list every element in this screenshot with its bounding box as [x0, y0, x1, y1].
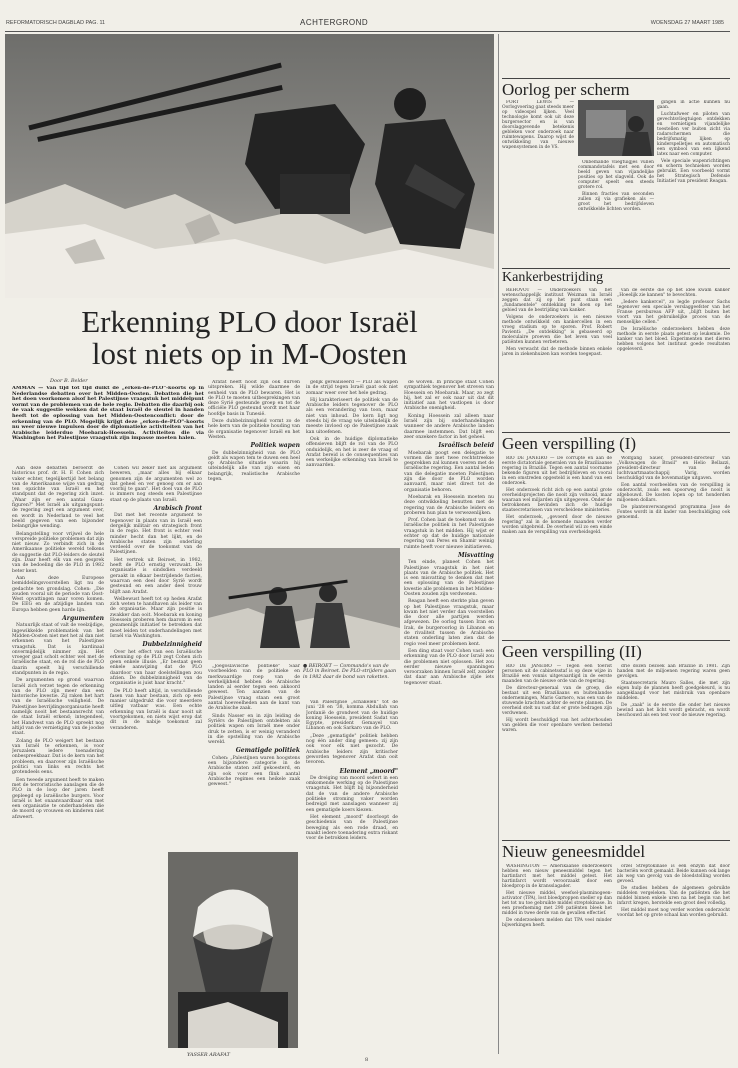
arafat-portrait-illustration	[168, 852, 298, 1048]
subheading-politiek-wapen: Politiek wapen	[250, 442, 300, 450]
article-lead: AMMAN — Van tijd tot tijd duikt de „erken-de-PLO"-koorts op in Nederlandse debatten over het Midden-Oosten. Debatten die het het doen voorkomen alsof het Palestijnse vraagstuk het middelpunt vormt van de problemen van de hele regio. Debatten die daarbij ook de vaak suggestie wekken dat de staat Israël de sleutel in handen heeft tot de oplossing van het Midden-Oostenconflict: door de erkenning van de PLO. Mogelijk krijgt deze „erken-de-PLO"-koorts nu weer nieuwe impulsen door de diplomatieke activiteiten van het Arabische leiderduo Moebarak-Hoessein. Activiteiten die via Washington het Palestijnse vraagstuk zijn impasse moeten halen.	[12, 386, 204, 442]
article-column-5: de wolven. In principe staat Cohen sympathiek tegenover het streven van Hoessein en Moebarak. Maar, zo zegt hij, het zal er ook naar uit dat dit initiatief aan het vastlopen is door Arabische onenigheid. Koning Hoessein zal alleen naar Israël zijn bij onderhandelingen wanneer de andere Arabische landen daarmee instemmen. Dat blijft een zeer onzekere factor in het geheel. Israëlisch beleid Moebarak poogt een delegatie te vormen die met twee rechtstreekse gesprekken zal kunnen voeren met de Israëlische regering. Een aantal leden van die delegatie moeten Palestijnen zijn die door de PLO worden aanvaard, maar niet direct tot de organisatie behoren. Moebarak en Hoessein moeten nu deze ontwikkeling benutten met de regering van de Arabische leiders en proberen hun plan te verwezenlijken. Prof. Cohen laat de toekomst van de Israëlische politiek in het Palestijnse vraagstuk in het midden. Hij wijst er echter op dat de huidige nationale regering van Peres en Shamir weinig ruimte heeft voor nieuwe initiatieven. Misvatting Ten einde, planeet Cohen het Palestijnse vraagstuk in het niet plaats van de Arabische politiek. Het is een misvatting te denken dat met een oplossing van de Palestijnse kwestie alle problemen in het Midden-Oosten zouden zijn verdwenen. Reagan heeft een sterkte plan geven op het Palestijnse vraagstuk, maar kwam het niet verder dan voorstellen die door alle partijen werden afgewezen. De oorlog tussen Iran en Irak, de burgeroorlog in Libanon en de rivaliteit tussen de Arabische staten onderling laten zien dat de regio veel meer problemen kent. Een ding staat voor Cohen vast: een erkenning van de PLO door Israël zou die problemen niet oplossen. Het zou eerder nieuwe spanningen veroorzaken binnen Israël zelf, zonder dat daar aan Arabische zijde iets tegenover staat.	[404, 380, 494, 686]
page-header	[0, 18, 738, 30]
header-left: REFORMATORISCH DAGBLAD PAG. 11	[6, 20, 106, 26]
main-headline	[5, 306, 494, 370]
kanker-column-1: REHOVOT — Onderzoekers van het wetenschappelijk instituut Weizman in Israël zeggen dat zij op het punt staan een „fundamentele" ontdekking te doen op het gebied van de bestrijding van kanker. Volgens de onderzoekers is een nieuwe methode ontwikkeld om kankercellen in een vroeg stadium op te sporen. Prof. Robert Pavienti: „De ontdekking" is gebaseerd op moleculaire proeven die het leven van veel patiënten kunnen verbeteren. Men verwacht dat de methode binnen enkele jaren in ziekenhuizen kan worden toegepast.	[502, 288, 612, 357]
sidebar-title-oorlog: Oorlog per scherm	[502, 80, 630, 99]
sidebar-rule-2	[502, 268, 730, 269]
kanker-lead: REHOVOT — Onderzoekers van het wetenschappelijk instituut Weizman in Israël zeggen dat zij op het punt staan een „fundamentele" ontdekking te doen op het gebied van de bestrijding van kanker.	[502, 288, 612, 313]
article-column-1: Aan deze debatten beroerdt de historicus prof. dr. H. F. Cohen zich vaker echter, tegelijkertijd het belang van de Amerikaanse wijze van gedrag ten opzichte van Israël en het standpunt dat de regering zich inzet. „Waar zijn er een aantal Gaza-figuren?" Met Israël als uitgangspunt: de regering zegt een argument over, en wordt in Nederland te veel het beeld gegeven van een bijzonder belangrijke wending. Belangstelling voor vrijwel de hele verspreide politieke problemen dat zijn niet nieuw. Zo verbindt zich in de Amerikaanse politieke wereld telkens de suggestie dat PLO-leiders de sleutel zijn. Daar heeft elk van een gesprek van de bedoeling die de PLO in 1982 beter kent. Aan deze Europese bemiddelingsvoorstellen ligt nu de gedachte ten grondslag. Cohen: „Die zouden vooral uit de periode van Oost-West opvattingen naar voren komen. De EEG en de afzijdige landen van Europa hebben geen harde lijn. Argumenten Natuurlijk staat of valt de veelzijdige, ingewikkelde problematiek van het Midden-Oosten niet met het al dan niet erkennen van het Palestijnse vraagstuk. Dat is kardinaal onvermijdelijk nimmer zijn. Het vroeger gaat scholt echter wel met de Israëlische staat, en de rol die de PLO daarin speelt bij verschillende standpunten in de regio. De argumenten op grond waarvan Israël zich verzet tegen de erkenning van de PLO zijn meer dan een historische kwestie. Zij raken het hart van de Israëlische veiligheid. De Palestijnse bevrijdingsorganisatie heeft namelijk nooit het bestaansrecht van de staat Israël erkend; integendeel, het Handvest van de PLO spreekt nog altijd van de vernietiging van de joodse staat. Zolang de PLO weigert het bestaan van Israël te erkennen, is voor Jeruzalem iedere toenadering onbespreekbaar. Dat is de kern van het probleem, en daarover zijn Israëlische politici van links en rechts het grotendeels eens. Een tweede argument heeft te maken met de terroristische aanslagen die de PLO in de loop der jaren heeft gepleegd op Israëlische burgers. Voor Israël is het onaanvaardbaar om met een organisatie te onderhandelen die de moord op vrouwen en kinderen niet afzweert.	[12, 466, 104, 820]
oorlog-column-2: Onbemande vliegtuigjes vullen commandotafels met een door beeld geven van vijandelijke posities op het slagveld. Ook de computer speelt een steeds grotere rol. Binnen fracties van seconden zullen zij via grafieken als — groot het bedrijfsleven ontwikkelde lichten worden.	[578, 160, 654, 212]
verspilling2-column-2: drie dozen bezoek aan Brazilië in 1981. Zijn handen met de miljoenen regering waren geen gevolgen. Staatssecretaris Mauro Salles, die met zijn eigen hulp de plannen heeft goedgekeurd, is nu aangeklaagd voor het misbruik van openbare middelen. De „zaak" is de eerste die onder het nieuwe bewind aan het licht wordt gebracht, en wordt beschouwd als een test voor de nieuwe regering.	[617, 664, 730, 718]
oorlog-lead: FORT LEWIS — Oorlogvoering gaat steeds meer op videospel lijken. Veel technologie komt ook uit deze burgersector en is van doorslaggevende betekenis gebleken voor onderzoek naar ruimtewapens. Daarop wijst de ontwikkeling van nieuwe wapensystemen in de VS.	[502, 100, 574, 150]
subheading-israelisch-beleid: Israëlisch beleid	[438, 442, 494, 450]
sidebar-title-geneesmiddel: Nieuw geneesmiddel	[502, 842, 646, 861]
header-date: WOENSDAG 27 MAART 1985	[650, 20, 724, 26]
page-number: 8	[365, 1057, 369, 1063]
verspilling1-lead: RIO DE JANEIRO — De corrupte en aan de eerste dictatoriale generalen van de Braziliaanse regering in Brazilië. Tegen een aantal voorname bekende figuren uit het bedrijfsleven en vooral in een omstreden opgesteld is een hand van een onderzoek.	[502, 456, 612, 486]
commandos-illustration	[208, 548, 400, 660]
oorlog-column-3: gingen in actie kunnen nu gaan. Luchtafweer en piloten van gevechtsvliegtuigen ontdekken en vernietigen vijandelijke toestellen ver buiten zicht via radarschermen die bedrijfsmatig lijken op kinderspelletjes en automatisch een symbool van een lijkend latex naar een computer. Vele speciale wapenrichtingen en scherm technieken worden gebruikt. Een voorbeeld vormt het Strategisch Defensie Initiatief van president Reagan.	[657, 100, 730, 184]
main-photo	[5, 34, 494, 298]
screen-operator-illustration	[578, 100, 654, 156]
sidebar-title-verspilling-1: Geen verspilling (I)	[502, 434, 637, 453]
kanker-column-2: van de eerste die op het idee kwam kanker „Hoeelijk zie kannen" te bevechten. „Iedere kankercel", zo legde professor Sachs tegenover een speciale verslaggeefster van het Franse persbureau AFP uit, „blijft buiten het voort van het gebruikelijke proces van de menselijke cellen." De Israëlische onderzoekers hebben deze methode in eerste plaats getest op leukemie. De kanker van het bloed. Experimenten met dieren hebben volgens het instituut goede resultaten opgeleverd.	[617, 288, 730, 352]
anti-aircraft-gun-illustration	[5, 34, 494, 298]
article-column-4b: Van Palestijnse „schakelen" tot de juni '28 en '38, komma Abdullah van Jordanië de grondwet van de huidige koning Hoessein, president Sadat van Egypte, president Gemayel van Libanon en ook Sarkaro van de PLO. „Deze „gematigde" politiek hebben nog één ander ding gemeen: zij zijn ook voor elk niet gezocht. De Arabische leiders zijn kritischer geworden tegenover Arafat dan ooit tevoren. Element „moord" De dreiging van moord sedert in een omkomende werking op de Palestijnse vraagstuk. Het blijft bij bijzonderheid dat de van de andere Arabische politieke stroming vaker worden bedreigd met aanslagen wanneer zij een gematigde koers kiezen. Het element „moord" doorloopt de geschiedenis van de Palestijnse beweging als een rode draad, en maakt iedere toenadering extra riskant voor de betrokken leiders.	[306, 700, 398, 842]
sidebar-title-kanker: Kankerbestrijding	[502, 270, 604, 285]
oorlog-photo	[578, 100, 654, 156]
yasser-caption: YASSER ARAFAT	[187, 1052, 230, 1058]
sidebar-rule-1	[502, 78, 730, 79]
verspilling2-lead: RIO DE JANEIRO — Tegen een toerist personen uit de cabinetsstaf is op deze wijze in Brazilië een vonnis uitgevaardigd in de eerste maanden van de nieuwe orde van de regering.	[502, 664, 612, 684]
verspilling1-column-1: RIO DE JANEIRO — De corrupte en aan de eerste dictatoriale generalen van de Braziliaanse regering in Brazilië. Tegen een aantal voorname bekende figuren uit het bedrijfsleven en vooral in een omstreden opgesteld is een hand van een onderzoek. Het onderzoek richt zich op een aantal grote overheidsprojecten die nooit zijn voltooid, maar waaraan wel miljarden zijn uitgegeven. Onder de betrokkenen bevinden zich de huidige staatsecretarissen van verscheidene ministeries. Het onderzoek, „gevoerd door de nieuwe regering" zal in de komende maanden verder worden uitgebreid. De overheid wil zo een einde maken aan de verspilling van overheidsgeld.	[502, 456, 612, 535]
header-section: ACHTERGROND	[300, 18, 369, 27]
beirut-caption: ● BEIROET — Commando's van de PLO in Beiroet. De PLO-strijders gaan in 1982 daar de bond van raketten.	[303, 664, 397, 680]
sidebar-title-verspilling-2: Geen verspilling (II)	[502, 642, 642, 661]
subheading-misvatting: Misvatting	[457, 551, 494, 559]
subheading-gematigde-politiek: Gematigde politiek	[235, 747, 300, 755]
headline-line-1: Erkenning PLO door Israël	[81, 304, 418, 339]
header-rule	[5, 31, 730, 32]
sidebar-rule-5	[502, 840, 730, 841]
oorlog-column-1	[502, 100, 574, 265]
sidebar-rule-4	[502, 640, 730, 641]
headline-line-2: lost niets op in M-Oosten	[91, 336, 408, 371]
article-column-3: Arafat heeft nooit zijn ook durven uitspreken. Hij wilde daarmee de eenheid van de PLO bewaren. Het is de PLO te moeten uitbesprekingen van deze Syrië gesteunde groep en tot de officiële PLO gesteund wordt met haar hoofdje basis in Tunesië. Deze dubbelzinnigheid vormt zo de hele kern van de politieke houding van de organisatie tegenover Israël en het Westen. Politiek wapen De dubbelzinnigheid van de PLO geldt als wapen tem te duwen een heel op Arabische situatie waarin hij uiteindelijk alle van zijn eisen en belangrijk, realistische Arabische tegen.	[208, 380, 300, 483]
subheading-argumenten: Argumenten	[62, 615, 104, 623]
sidebar-rule-3	[502, 432, 730, 433]
column-divider	[498, 34, 499, 1054]
article-column-4: gelijk gerealiseerd — PLO als wapen in de strijd tegen Israël gaat ook niet zomaar weer over het hele gedrag. Hij karakteriseert de politiek van de Arabische leiders tegenover de PLO als een verandering van toon, maar niet van inhoud. De kern ligt nog steeds bij de vraag wie uiteindelijk de meeste invloed op de Palestijnse zaak kan uitoefenen. Ook in de huidige diplomatieke offensieven blijft de rol van de PLO onduidelijk, en het is zeer de vraag of Arafat bereid is de consequenties van een werkelijke erkenning van Israël te aanvaarden.	[306, 380, 398, 469]
geneesmiddel-lead: WASHINGTON — Amerikaanse onderzoekers hebben een nieuw geneesmiddel tegen het hartinfarct met het middel getest. Het hartinfarct wordt veroorzaakt door een bloedprop in de kransslagader.	[502, 864, 612, 889]
geneesmiddel-column-2: orzel Streptokinase is een enzym dat door bacteriën wordt gemaakt. Beide kunnen ook lange als weg van gevolg van de bloedstolling worden gevoed. De studies hebben de algemeen gebruikte middelen vergeleken. Van de patiënten die het middel binnen enkele uren na het begin van het infarct kregen, herstelde een groot deel volledig. Het middel moet nog verder worden onderzocht voordat het op grote schaal kan worden gebruikt.	[617, 864, 730, 918]
verspilling1-column-2: Wolfgang Sauer, president-directeur van „Volkswagen do Brasil" en Helio Bellazzi, president-directeur van de luchtvaartmaatschappij Varig, worden beschuldigd van de bovenmatige uitgaven. Een aantal voorbeelden van de verspilling is onderzocht, zoals een spoorweg die nooit is afgebouwd. De kosten lopen op tot honderden miljoenen dollars. De plantenverwangend programma Jose de Fontes wordt in dit kader van beschuldiging ook genoemd.	[617, 456, 730, 520]
verspilling2-column-1: RIO DE JANEIRO — Tegen een toerist personen uit de cabinetsstaf is op deze wijze in Brazilië een vonnis uitgevaardigd in de eerste maanden van de nieuwe orde van de regering. De directeur-generaal van de groep, die bestaat uit een Braziliaans en buitenlandse ondernemingen, Mario Garnero, was een van de stuwende krachten achter de eerste plannen. De overheid stelt nu vast dat er grote bedragen zijn verdwenen. Hij wordt beschuldigd van het achterhouden van gelden die voor openbare werken bestemd waren.	[502, 664, 612, 733]
article-column-2: Cohen wil zeker niet als argument beweren, „maar alles bij elkaar genomen zijn de argumenten wel zo dat geheel en ver genoeg om er aan voorbij te gaan". Het doel van de PLO is immers nog steeds een Palestijnse staat op de plaats van Israël. Arabisch front Dat met het recente argument te tegenover in plaats van in Israël een dergelijk militair en strategisch front in de regio. Het front is echter veel minder hecht dan het lijkt, en de Arabische staten zijn onderling verdeeld over de toekomst van de Palestijnen. Het vertrek uit Beiroet, in 1982, heeft de PLO ernstig verzwakt. De organisatie is sindsdien verdeeld geraakt in elkaar bestrijdende facties, waarvan een deel door Syrië wordt gesteund en een ander deel trouw blijft aan Arafat. Welbewust heeft tot op heden Arafat zich weten te handhaven als leider van de organisatie. Maar zijn positie is zwakker dan ooit. Moebarak en koning Hoessein proberen hem daarom in een gezamenlijk initiatief te betrekken dat moet leiden tot onderhandelingen met Israël via Washington. Dubbelzinnigheid Over het effect van een Israëlische erkenning op de PLO zegt Cohen zich geen enkele illusie. „Er bestaat geen enkele aanwijzing dat de PLO daardoor van haar doelstellingen zou afzien. De dubbelzinnigheid van de organisatie is juist haar kracht." De PLO heeft altijd, in verschillende fasen van haar bestaan, zich op een manier uitgedrukt die voor meerdere uitleg vatbaar was. Een echte erkenning van Israël is daar nooit uit voortgekomen, en niets wijst erop dat dit in de nabije toekomst zal veranderen.	[110, 466, 202, 731]
subheading-arabisch-front: Arabisch front	[153, 505, 202, 513]
byline: Door B. Belder	[50, 378, 88, 384]
geneesmiddel-column-1: WASHINGTON — Amerikaanse onderzoekers hebben een nieuw geneesmiddel tegen het hartinfarct met het middel getest. Het hartinfarct wordt veroorzaakt door een bloedprop in de kransslagader. Het nieuwe middel, weefsel-plasminogeen-activator (TPA), lost bloedproppen sneller op dan het tot nu toe gebruikte middel streptokinase. In een proefneming met 290 patiënten bleek het middel in twee derde van de gevallen effectief. De onderzoekers melden dat TPA veel minder bijwerkingen heeft.	[502, 864, 612, 928]
subheading-element-moord: Element „moord"	[339, 767, 398, 775]
subheading-dubbelzinnigheid: Dubbelzinnigheid	[142, 641, 202, 649]
beirut-photo	[208, 548, 400, 660]
article-column-3b: „Joegoslavische politieke" Saar voorbeelden van de politieke en merkwaardige roep van de werkelijkheid hebben de Arabische landen al eerder tegen een akkoord geweest. Ten aanzien van de Palestijnse vraag staan een groot aantal hoeveelheden aan de kant van de Arabische zaak. Sinds Nasser en in zijn leiding de Syriërs de Palestijnen ontdekten als politiek wapen om Israël mee onder druk te zetten, is er weinig veranderd in die opstelling van de Arabische wereld. Gematigde politiek Cohen: „Palestijnen waren hoogstens een bijzondere categorie in de Arabische staten zelf gekoesterd, en zijn ook voor een flink aantal Arabische regimes een heikele zaak geweest."	[208, 664, 300, 788]
yasser-arafat-photo	[168, 852, 298, 1048]
